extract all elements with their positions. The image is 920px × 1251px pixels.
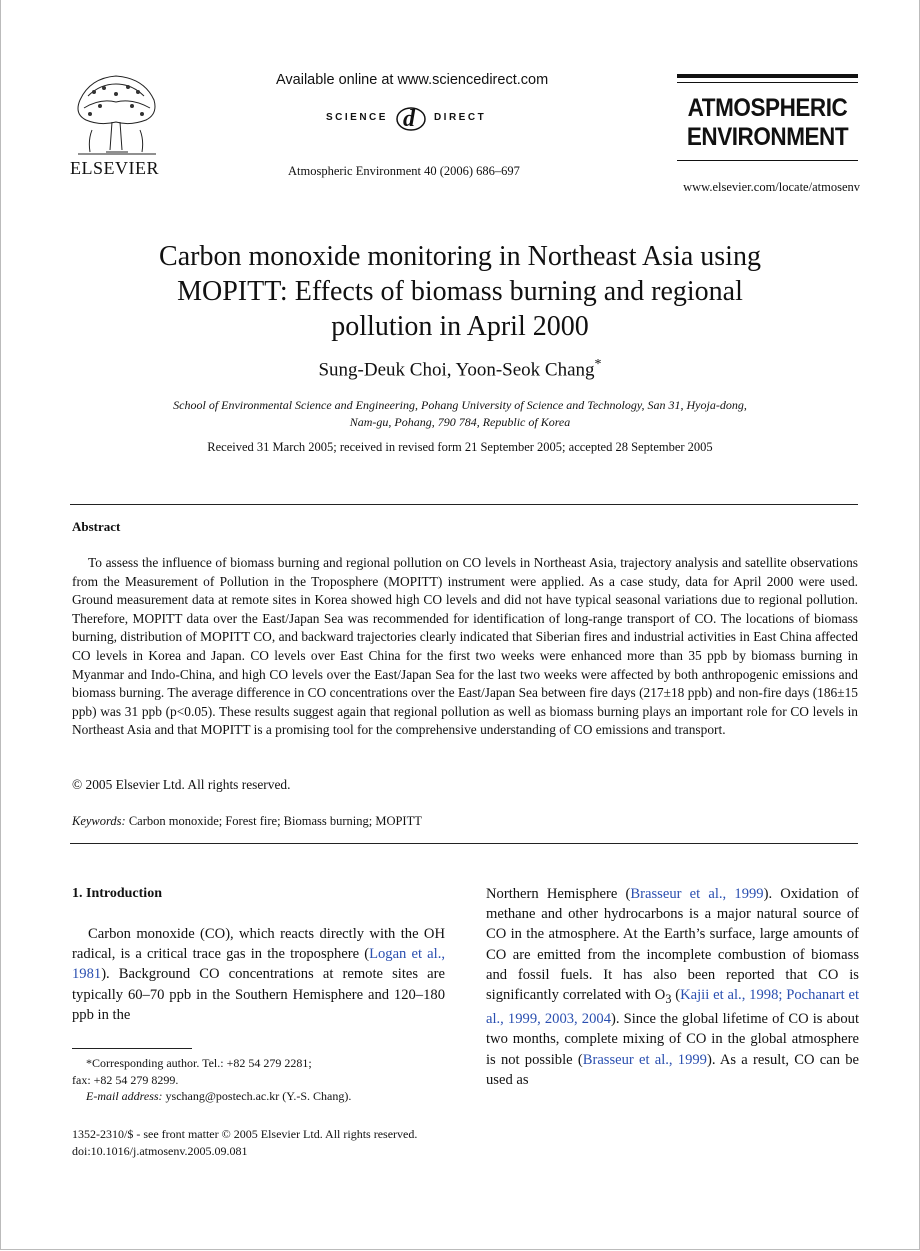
intro-col2-text-c: ( xyxy=(671,987,681,1004)
footnote-email-line xyxy=(72,1088,445,1105)
svg-text:d: d xyxy=(402,106,418,132)
intro-col2-text-b: ). Oxidation of methane and other hydrocarbons is a major natural source of CO in the atmosphere. At the Earth’s surface, large amounts of CO are emitted from the incomplete combustion of biomass and fossil fuels. It has also been reported that CO is significantly correlated with O xyxy=(486,886,859,1004)
page-footer xyxy=(72,1126,417,1159)
citation-link[interactable]: Brasseur et al., 1999 xyxy=(582,1051,707,1068)
intro-col2-text-e: ). As a result, CO can be used as xyxy=(486,1051,859,1088)
available-online: Available online at www.sciencedirect.com xyxy=(276,72,549,88)
sciencedirect-d-icon xyxy=(394,101,428,133)
intro-col2-text-a: Northern Hemisphere ( xyxy=(486,886,631,902)
authors xyxy=(100,357,820,381)
sciencedirect-right: DIRECT xyxy=(433,111,487,123)
footnote xyxy=(72,1055,445,1105)
citation-link[interactable]: Brasseur et al., 1999 xyxy=(630,886,764,902)
sciencedirect-left: SCIENCE xyxy=(326,111,388,123)
intro-col2-text-d: ). Since the global lifetime of CO is about two months, complete mixing of CO in the global atmosphere is not possible ( xyxy=(486,1011,859,1068)
doi-line[interactable]: doi:10.1016/j.atmosenv.2005.09.081 xyxy=(72,1143,248,1158)
intro-col1-text-a: Carbon monoxide (CO), which reacts directly with the OH radical, is a critical trace gas in the troposphere ( xyxy=(72,926,445,963)
email-label: E-mail address: xyxy=(86,1089,163,1103)
intro-col1-text-b: ). Background CO concentrations at remote sites are typically 60–70 ppb in the Southern Hemisphere and 120–180 ppb in the xyxy=(72,966,445,1023)
affiliation-line-1: School of Environmental Science and Engineering, Pohang University of Science and Technology, San 31, Hyoja-dong, xyxy=(173,398,747,412)
journal-title-line2: ENVIRONMENT xyxy=(686,123,849,151)
issn-line: 1352-2310/$ - see front matter © 2005 Elsevier Ltd. All rights reserved. xyxy=(72,1127,418,1141)
section-heading-introduction: 1. Introduction xyxy=(72,886,162,901)
journal-title xyxy=(686,94,849,152)
intro-column-2 xyxy=(486,884,859,1090)
footnote-corresponding: *Corresponding author. Tel.: +82 54 279 2281; xyxy=(86,1056,312,1070)
journal-rule-bottom xyxy=(677,160,858,161)
keywords-label: Keywords: xyxy=(72,814,126,828)
sciencedirect-logo xyxy=(326,101,486,133)
abstract-top-rule xyxy=(70,504,858,505)
affiliation-line-2: Nam-gu, Pohang, 790 784, Republic of Korea xyxy=(349,415,571,429)
corresponding-mark[interactable]: * xyxy=(594,357,602,372)
keywords-list: Carbon monoxide; Forest fire; Biomass burning; MOPITT xyxy=(128,814,422,828)
journal-title-line1: ATMOSPHERIC xyxy=(687,94,848,122)
abstract-text: To assess the influence of biomass burning and regional pollution on CO levels in Northeast Asia, trajectory analysis and satellite observations from the Measurement of Pollution in the Troposphere (MOPITT) instrument were applied. As a case study, data for April 2000 were used. Ground measurement data at remote sites in Korea showed high CO levels and did not have typical seasonal variations due to regional pollution. Therefore, MOPITT data over the East/Japan Sea was recommended for identification of long-range transport of CO. The locations of biomass burning, distribution of MOPITT CO, and backward trajectories clearly indicated that Siberian fires and industrial activities in East China affected CO levels in Korea and Japan. CO levels over East China for the first two weeks were enhanced more than 35 ppb by biomass burning in Myanmar and Indo-China, and high CO levels over the East/Japan Sea for the last two weeks were affected by both anthropogenic emissions and biomass burning. The average difference in CO concentrations over the East/Japan Sea between fire days (217±18 ppb) and non-fire days (186±15 ppb) was 31 ppb (p<0.05). These results suggest again that regional pollution as well as biomass burning plays an important role for CO levels in Northeast Asia and that MOPITT is a promising tool for the comprehensive understanding of CO emissions and transport. xyxy=(72,555,858,738)
title-line-1: Carbon monoxide monitoring in Northeast Asia using xyxy=(159,241,761,272)
intro-column-1 xyxy=(72,924,445,1025)
footnote-rule xyxy=(72,1048,192,1049)
title-line-2: MOPITT: Effects of biomass burning and regional xyxy=(177,276,743,307)
abstract-heading: Abstract xyxy=(72,519,121,534)
journal-url[interactable]: www.elsevier.com/locate/atmosenv xyxy=(683,180,860,194)
author-names: Sung-Deuk Choi, Yoon-Seok Chang xyxy=(318,359,595,381)
abstract-copyright: © 2005 Elsevier Ltd. All rights reserved. xyxy=(72,777,291,792)
subscript-3: 3 xyxy=(665,991,672,1006)
journal-rule-thick xyxy=(677,74,858,78)
footnote-fax: fax: +82 54 279 8299. xyxy=(72,1072,179,1087)
elsevier-tree-logo xyxy=(70,70,162,158)
journal-citation: Atmospheric Environment 40 (2006) 686–697 xyxy=(288,164,520,178)
title-line-3: pollution in April 2000 xyxy=(331,311,589,342)
email-address[interactable]: yschang@postech.ac.kr (Y.-S. Chang). xyxy=(165,1089,352,1103)
article-dates: Received 31 March 2005; received in revised form 21 September 2005; accepted 28 September 2005 xyxy=(207,440,713,454)
affiliation xyxy=(100,397,820,431)
citation-link[interactable]: Logan et al., 1981 xyxy=(72,946,445,983)
publisher-name: ELSEVIER xyxy=(70,158,159,178)
journal-rule-thin xyxy=(677,82,858,83)
keywords xyxy=(72,814,422,829)
keywords-bottom-rule xyxy=(70,843,858,844)
citation-link[interactable]: Kajii et al., 1998; Pochanart et al., 1999, 2003, 2004 xyxy=(486,987,860,1028)
article-title xyxy=(100,239,820,344)
